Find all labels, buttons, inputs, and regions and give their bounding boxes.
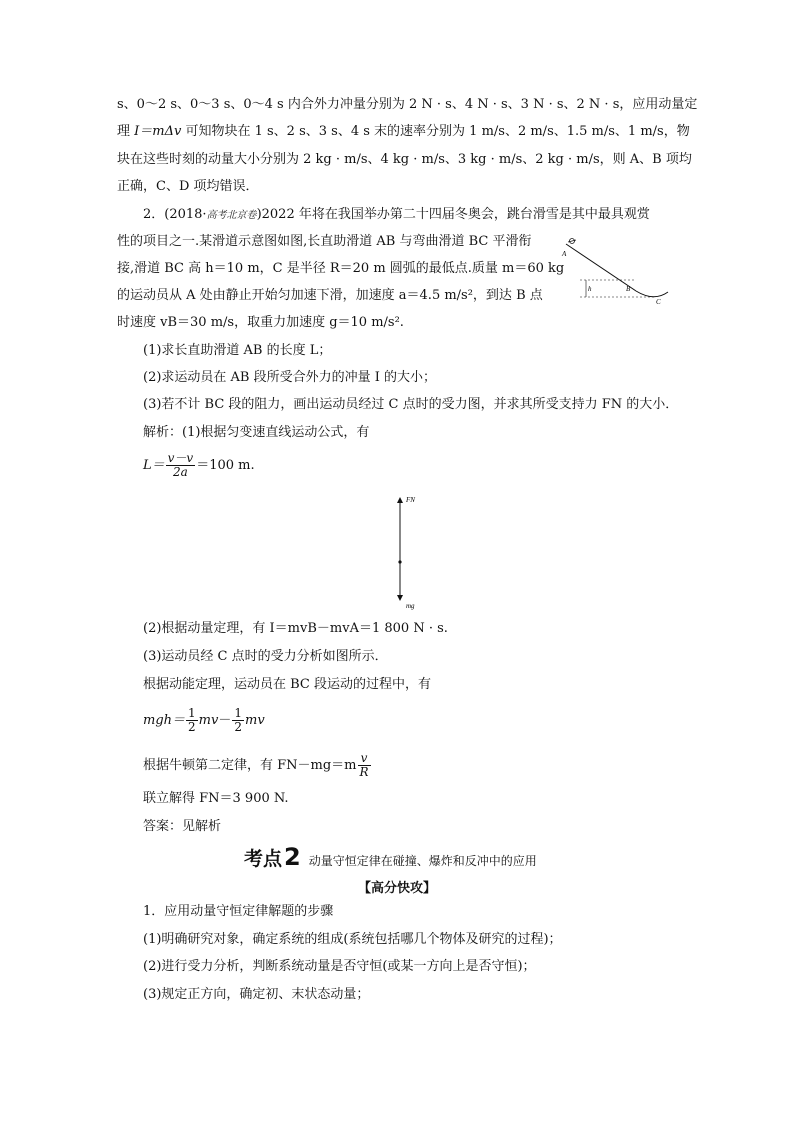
label-mg: mg — [406, 602, 415, 610]
step-item: (1)明确研究对象，确定系统的组成(系统包括哪几个物体及研究的过程)； — [143, 932, 562, 947]
formula-momentum-theorem: I＝mΔv — [134, 124, 182, 139]
solution-line: 解析：(1)根据匀变速直线运动公式，有 — [143, 425, 370, 440]
question-line: 2．(2018·高考北京卷)2022 年将在我国举办第二十四届冬奥会，跳台滑雪是其中最具观赏 — [143, 207, 650, 222]
formula-newton: 根据牛顿第二定律，有 FN－mg＝m $\frac{v}{R}$ — [143, 751, 369, 779]
solution-line: (2)根据动量定理，有 I＝mvB－mvA＝1 800 N · s. — [143, 621, 448, 636]
question-line: 性的项目之一.某滑道示意图如图,长直助滑道 AB 与弯曲滑道 BC 平滑衔 — [117, 234, 532, 249]
text-line: 块在这些时刻的动量大小分别为 2 kg · m/s、4 kg · m/s、3 kg · m/s、2 kg · m/s，则 A、B 项均 — [117, 152, 692, 167]
fraction: $\frac{1}{2}$ — [234, 706, 242, 734]
question-line: 接,滑道 BC 高 h＝10 m，C 是半径 R＝20 m 圆弧的最低点.质量 m＝60 kg — [117, 261, 565, 276]
source-tag: 高考北京卷 — [206, 210, 257, 221]
formula-energy: mgh＝ $\frac{1}{2}$ mv－ $\frac{1}{2}$ mv — [143, 706, 265, 734]
question-line: 的运动员从 A 处由静止开始匀加速下滑，加速度 a＝4.5 m/s²，到达 B 点 — [117, 288, 543, 303]
fraction: $\frac{v}{R}$ — [359, 751, 369, 779]
fraction: $\frac{1}{2}$ — [188, 706, 196, 734]
label-fn: FN — [406, 496, 415, 504]
text-line: s、0～2 s、0～3 s、0～4 s 内合外力冲量分别为 2 N · s、4 N · s、3 N · s、2 N · s，应用动量定 — [117, 97, 698, 112]
text-line: 理 I＝mΔv 可知物块在 1 s、2 s、3 s、4 s 末的速率分别为 1 m/s、2 m/s、1.5 m/s、1 m/s，物 — [117, 124, 690, 139]
formula-L: L＝ $\frac{v-v}{2a}$ ＝100 m. — [143, 451, 255, 479]
label-a: A — [562, 250, 567, 258]
step-item: (2)进行受力分析，判断系统动量是否守恒(或某一方向上是否守恒)； — [143, 959, 536, 974]
sub-question: (3)若不计 BC 段的阻力，画出运动员经过 C 点时的受力图，并求其所受支持力 FN 的大小． — [143, 397, 679, 412]
section-heading: 考点2 动量守恒定律在碰撞、爆炸和反冲中的应用 — [244, 843, 537, 871]
answer-line: 答案：见解析 — [143, 819, 222, 834]
section-subheading: 【高分快攻】 — [357, 881, 436, 896]
slope-figure — [558, 228, 678, 308]
solution-line: (3)运动员经 C 点时的受力分析如图所示． — [143, 649, 388, 664]
label-c: C — [656, 298, 661, 306]
solution-line: 联立解得 FN＝3 900 N. — [143, 791, 289, 806]
text-line: 正确，C、D 项均错误． — [117, 179, 259, 194]
label-b: B — [626, 285, 631, 293]
fraction: $\frac{v-v}{2a}$ — [167, 451, 194, 479]
sub-question: (1)求长直助滑道 AB 的长度 L； — [143, 343, 332, 358]
force-diagram — [380, 490, 440, 610]
label-h: h — [588, 285, 592, 293]
question-line: 时速度 vB＝30 m/s，取重力加速度 g＝10 m/s². — [117, 315, 404, 330]
step-item: (3)规定正方向，确定初、末状态动量； — [143, 987, 370, 1002]
sub-question: (2)求运动员在 AB 段所受合外力的冲量 I 的大小； — [143, 370, 437, 385]
slope-track — [566, 244, 668, 297]
step-title: 1．应用动量守恒定律解题的步骤 — [143, 904, 334, 919]
solution-line: 根据动能定理，运动员在 BC 段运动的过程中，有 — [143, 677, 432, 692]
